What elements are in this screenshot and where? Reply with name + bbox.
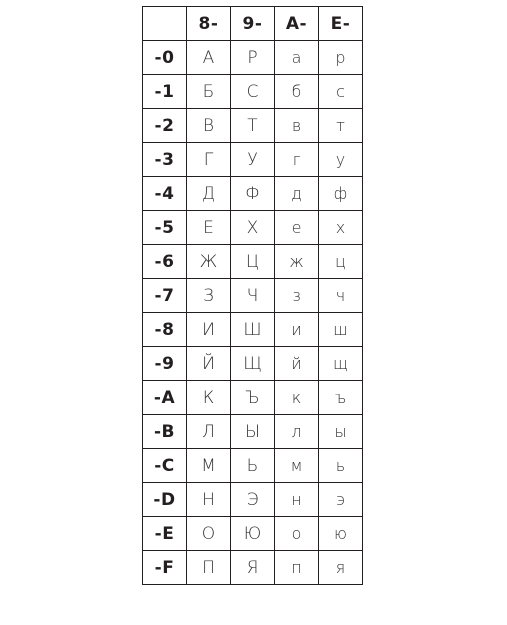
glyph-cell: ф — [319, 177, 363, 211]
row-header: -3 — [143, 143, 187, 177]
table-row — [143, 75, 363, 109]
glyph-cell: Б — [187, 75, 231, 109]
glyph-cell: ю — [319, 517, 363, 551]
table-row — [143, 109, 363, 143]
glyph-cell: л — [275, 415, 319, 449]
glyph-cell: й — [275, 347, 319, 381]
column-header-9: 9- — [231, 7, 275, 41]
table-row — [143, 177, 363, 211]
table-row — [143, 483, 363, 517]
glyph-cell: И — [187, 313, 231, 347]
row-header: -5 — [143, 211, 187, 245]
glyph-cell: б — [275, 75, 319, 109]
glyph-cell: З — [187, 279, 231, 313]
glyph-cell: к — [275, 381, 319, 415]
glyph-cell: т — [319, 109, 363, 143]
glyph-cell: ж — [275, 245, 319, 279]
row-header: -A — [143, 381, 187, 415]
glyph-cell: О — [187, 517, 231, 551]
glyph-cell: а — [275, 41, 319, 75]
glyph-cell: е — [275, 211, 319, 245]
row-header: -B — [143, 415, 187, 449]
row-header: -C — [143, 449, 187, 483]
table-row — [143, 313, 363, 347]
table-row — [143, 551, 363, 585]
glyph-cell: ь — [319, 449, 363, 483]
row-header: -8 — [143, 313, 187, 347]
glyph-cell: Ы — [231, 415, 275, 449]
glyph-cell: и — [275, 313, 319, 347]
table-row — [143, 381, 363, 415]
glyph-cell: э — [319, 483, 363, 517]
glyph-cell: Ю — [231, 517, 275, 551]
glyph-cell: д — [275, 177, 319, 211]
table-row — [143, 211, 363, 245]
table-row — [143, 449, 363, 483]
column-header-A: A- — [275, 7, 319, 41]
glyph-cell: Р — [231, 41, 275, 75]
table-row — [143, 517, 363, 551]
glyph-cell: П — [187, 551, 231, 585]
glyph-cell: Й — [187, 347, 231, 381]
table-row — [143, 143, 363, 177]
row-header: -D — [143, 483, 187, 517]
glyph-cell: Ш — [231, 313, 275, 347]
glyph-cell: Х — [231, 211, 275, 245]
glyph-cell: Щ — [231, 347, 275, 381]
code-page-table-body — [143, 7, 363, 585]
glyph-cell: У — [231, 143, 275, 177]
table-row — [143, 41, 363, 75]
glyph-cell: м — [275, 449, 319, 483]
glyph-cell: Н — [187, 483, 231, 517]
row-header: -6 — [143, 245, 187, 279]
glyph-cell: К — [187, 381, 231, 415]
glyph-cell: ш — [319, 313, 363, 347]
glyph-cell: о — [275, 517, 319, 551]
row-header: -F — [143, 551, 187, 585]
glyph-cell: Ц — [231, 245, 275, 279]
glyph-cell: С — [231, 75, 275, 109]
glyph-cell: в — [275, 109, 319, 143]
glyph-cell: Я — [231, 551, 275, 585]
glyph-cell: з — [275, 279, 319, 313]
glyph-cell: В — [187, 109, 231, 143]
row-header: -4 — [143, 177, 187, 211]
glyph-cell: Л — [187, 415, 231, 449]
row-header: -9 — [143, 347, 187, 381]
table-row — [143, 245, 363, 279]
glyph-cell: н — [275, 483, 319, 517]
row-header: -7 — [143, 279, 187, 313]
glyph-cell: Д — [187, 177, 231, 211]
glyph-cell: А — [187, 41, 231, 75]
glyph-cell: х — [319, 211, 363, 245]
glyph-cell: р — [319, 41, 363, 75]
glyph-cell: Е — [187, 211, 231, 245]
glyph-cell: с — [319, 75, 363, 109]
table-row — [143, 347, 363, 381]
glyph-cell: я — [319, 551, 363, 585]
column-header-E: E- — [319, 7, 363, 41]
glyph-cell: ч — [319, 279, 363, 313]
glyph-cell: ы — [319, 415, 363, 449]
glyph-cell: п — [275, 551, 319, 585]
table-row — [143, 415, 363, 449]
glyph-cell: Ж — [187, 245, 231, 279]
row-header: -0 — [143, 41, 187, 75]
row-header: -1 — [143, 75, 187, 109]
glyph-cell: Ь — [231, 449, 275, 483]
glyph-cell: Ф — [231, 177, 275, 211]
corner-cell — [143, 7, 187, 41]
table-row — [143, 279, 363, 313]
glyph-cell: Э — [231, 483, 275, 517]
header-row — [143, 7, 363, 41]
glyph-cell: Т — [231, 109, 275, 143]
glyph-cell: ц — [319, 245, 363, 279]
glyph-cell: у — [319, 143, 363, 177]
glyph-cell: Г — [187, 143, 231, 177]
glyph-cell: ъ — [319, 381, 363, 415]
row-header: -2 — [143, 109, 187, 143]
code-page-table — [142, 6, 363, 585]
glyph-cell: щ — [319, 347, 363, 381]
row-header: -E — [143, 517, 187, 551]
column-header-8: 8- — [187, 7, 231, 41]
glyph-cell: г — [275, 143, 319, 177]
glyph-cell: М — [187, 449, 231, 483]
glyph-cell: Ч — [231, 279, 275, 313]
glyph-cell: Ъ — [231, 381, 275, 415]
